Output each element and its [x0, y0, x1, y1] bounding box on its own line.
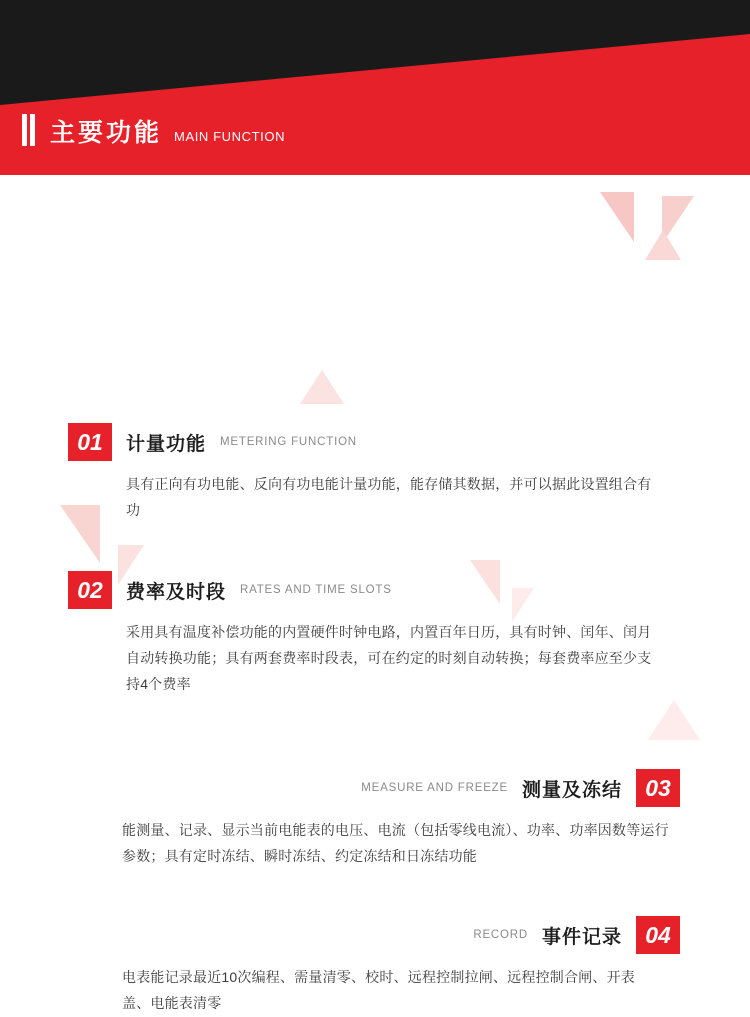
feature-title-en: RECORD — [473, 929, 528, 941]
page-banner — [0, 0, 750, 175]
banner-title-cn: 主要功能 — [50, 119, 163, 147]
feature-title-en: RATES AND TIME SLOTS — [240, 584, 392, 596]
decorative-triangle-icon — [300, 370, 344, 404]
banner-title-group — [22, 114, 285, 148]
feature-body-text: 电表能记录最近10次编程、需量清零、校时、远程控制拉闸、远程控制合闸、开表盖、电能表清零 — [122, 969, 635, 1011]
decorative-triangle-icon — [648, 700, 700, 740]
feature-item-01 — [68, 423, 668, 524]
feature-heading-row — [68, 571, 668, 609]
feature-title-cn: 测量及冻结 — [521, 779, 622, 801]
feature-title-cn: 计量功能 — [126, 433, 207, 455]
feature-title-en: METERING FUNCTION — [220, 436, 357, 448]
feature-heading-row — [60, 916, 680, 954]
feature-title-cn: 费率及时段 — [126, 581, 227, 603]
feature-heading-row — [60, 769, 680, 807]
banner-accent-bars — [22, 114, 38, 146]
feature-number-badge: 02 — [68, 571, 112, 609]
feature-heading-row — [68, 423, 668, 461]
feature-number-badge: 03 — [636, 769, 680, 807]
decorative-triangle-icon — [645, 230, 681, 260]
banner-title-en: MAIN FUNCTION — [174, 129, 286, 144]
decorative-triangle-icon — [600, 192, 634, 242]
feature-item-02 — [68, 571, 668, 698]
feature-body-text: 采用具有温度补偿功能的内置硬件时钟电路，内置百年日历，具有时钟、闰年、闰月自动转换功能；具有两套费率时段表，可在约定的时刻自动转换；每套费率应至少支持4个费率 — [126, 624, 652, 692]
feature-title-cn: 事件记录 — [541, 926, 622, 948]
banner-black-diagonal — [0, 0, 750, 105]
feature-number-badge: 01 — [68, 423, 112, 461]
feature-item-03 — [60, 769, 680, 870]
feature-number-badge: 04 — [636, 916, 680, 954]
feature-body-text: 能测量、记录、显示当前电能表的电压、电流（包括零线电流）、功率、功率因数等运行参数；具有定时冻结、瞬时冻结、约定冻结和日冻结功能 — [122, 822, 669, 864]
feature-body-text: 具有正向有功电能、反向有功电能计量功能，能存储其数据，并可以据此设置组合有功 — [126, 476, 652, 518]
feature-title-en: MEASURE AND FREEZE — [361, 782, 508, 794]
feature-item-04 — [60, 916, 680, 1017]
